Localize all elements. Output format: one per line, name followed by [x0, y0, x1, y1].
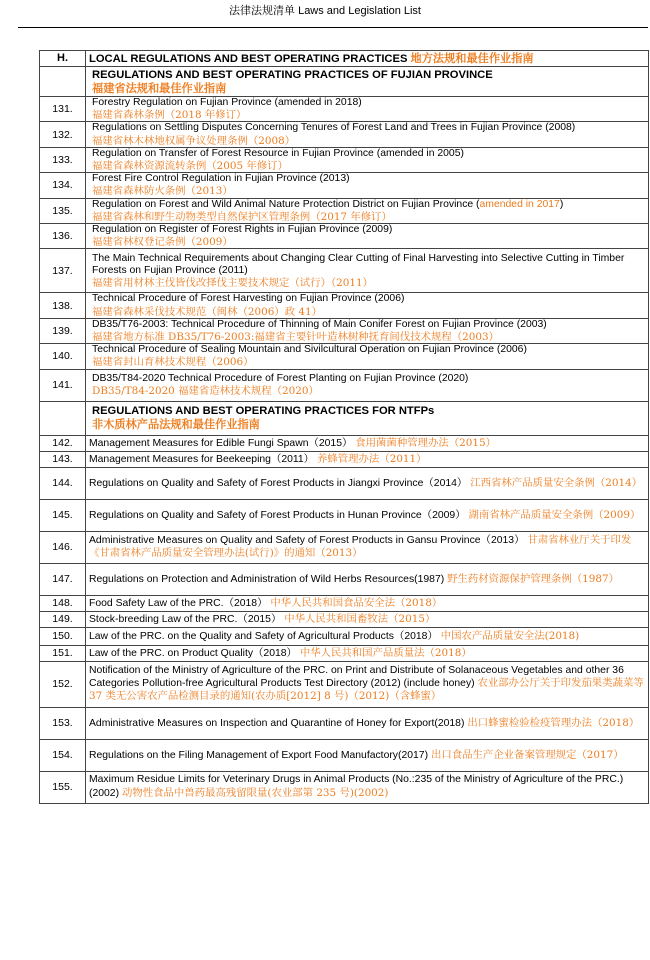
table-row	[40, 249, 649, 293]
entry-title-en-highlight: amended in 2017	[479, 198, 560, 210]
entry-title-en-text: DB35/T76-2003: Technical Procedure of Thinning of Main Conifer Forest on Fujian Province (2003)	[92, 318, 547, 330]
row-number: 143.	[40, 451, 86, 467]
row-number: 147.	[40, 563, 86, 595]
row-content	[86, 122, 649, 147]
table-row	[40, 707, 649, 739]
table-row	[40, 499, 649, 531]
section-code: H.	[40, 51, 86, 67]
entry-title-en	[89, 438, 352, 449]
entry-title-en	[92, 293, 646, 305]
table-row	[40, 369, 649, 401]
entry-title-cn: 福建省地方标准 DB35/T76-2003:福建省主要针叶造林树种抚育间伐技术规程（2003）	[92, 331, 499, 344]
row-content	[86, 318, 649, 343]
entry-title-cn: 甘肃省林业厅关于印发《甘肃省林产品质量安全管理办法(试行)》的通知（2013）	[89, 533, 632, 560]
row-number: 155.	[40, 771, 86, 803]
table-row	[40, 563, 649, 595]
row-number: 142.	[40, 435, 86, 451]
row-number: 148.	[40, 595, 86, 611]
row-content	[86, 595, 649, 611]
entry-title-en-text: Maximum Residue Limits for Veterinary Drugs in Animal Products (No.:235 of the Ministry of Agriculture of the PRC.) (2002)	[89, 774, 624, 799]
entry-title-en	[89, 614, 281, 625]
section-title-cn: 地方法规和最佳作业指南	[410, 50, 534, 65]
entry-title-en-text: Law of the PRC. on Product Quality（2018）	[89, 647, 297, 659]
row-content	[86, 499, 649, 531]
row-content	[86, 173, 649, 198]
entry-title-en-text: The Main Technical Requirements about Changing Clear Cutting of Final Harvesting into Selective Cutting in Timber Forests on Fujian Province (2011)	[92, 252, 625, 276]
entry-title-cn: 福建省用材林主伐皆伐改择伐主要技术规定（试行）（2011）	[92, 277, 374, 290]
row-content	[86, 435, 649, 451]
entry-title-en	[89, 535, 524, 546]
entry-title-cn: 农业部办公厅关于印发茄果类蔬菜等 37 类无公害农产品检测目录的通知(农办质[2012] 8 号)（2012)（含蜂蜜）	[89, 677, 644, 703]
row-content	[86, 531, 649, 563]
entry-title-en-text: Regulation on Forest and Wild Animal Nature Protection District on Fujian Province (	[92, 198, 480, 210]
entry-title-en	[89, 631, 438, 642]
row-content	[86, 707, 649, 739]
table-row	[40, 627, 649, 645]
row-content	[86, 563, 649, 595]
entry-title-en-text: Administrative Measures on Quality and Safety of Forest Products in Gansu Province（2013）	[89, 534, 525, 546]
entry-title-en-text: Food Safety Law of the PRC.（2018）	[89, 597, 268, 609]
row-number: 132.	[40, 122, 86, 147]
table-row	[40, 97, 649, 122]
section-title	[86, 51, 649, 67]
entry-title-en-text: Regulations on Quality and Safety of Forest Products in Hunan Province（2009）	[89, 509, 466, 521]
entry-title-en-text: Regulations on Settling Disputes Concerning Tenures of Forest Land and Trees in Fujian Province (2008)	[92, 122, 576, 134]
entry-title-cn: 养蜂管理办法（2011）	[316, 452, 427, 465]
entry-title-en-text: Management Measures for Beekeeping（2011）	[89, 453, 315, 465]
subsection-ntfp-cn: 非木质林产品法规和最佳作业指南	[92, 417, 260, 432]
entry-title-en	[92, 344, 646, 356]
row-number: 137.	[40, 249, 86, 293]
row-number: 131.	[40, 97, 86, 122]
subsection-fujian-title	[86, 67, 649, 97]
entry-title-en-text: Regulations on Quality and Safety of Forest Products in Jiangxi Province（2014）	[89, 477, 468, 489]
table-row	[40, 344, 649, 369]
table-row	[40, 645, 649, 661]
entry-title-cn: 福建省封山育林技术规程（2006）	[92, 356, 254, 369]
row-content	[86, 198, 649, 223]
entry-title-cn: 中国农产品质量安全法(2018)	[440, 629, 580, 642]
table-row	[40, 771, 649, 803]
entry-title-en	[92, 173, 646, 185]
table-row	[40, 122, 649, 147]
entry-title-cn: 出口蜂蜜检验检疫管理办法（2018）	[467, 716, 640, 729]
table-row	[40, 451, 649, 467]
table-row	[40, 173, 649, 198]
table-row	[40, 595, 649, 611]
row-number: 154.	[40, 739, 86, 771]
subsection-fujian-en: REGULATIONS AND BEST OPERATING PRACTICES OF FUJIAN PROVINCE	[92, 68, 493, 81]
entry-title-en	[92, 319, 646, 331]
entry-title-en	[89, 718, 464, 729]
entry-title-en	[92, 373, 646, 385]
entry-title-en-text: Stock-breeding Law of the PRC.（2015）	[89, 613, 282, 625]
row-content	[86, 645, 649, 661]
row-content	[86, 627, 649, 645]
entry-title-en-tail: )	[559, 198, 564, 210]
row-number: 133.	[40, 147, 86, 172]
entry-title-en	[92, 224, 646, 236]
entry-title-en	[89, 510, 466, 521]
entry-title-en-text: Technical Procedure of Forest Harvesting on Fujian Province (2006)	[92, 293, 405, 305]
table-row	[40, 611, 649, 627]
row-content	[86, 344, 649, 369]
table-row	[40, 661, 649, 707]
entry-title-cn: DB35/T84-2020 福建省造林技术规程（2020）	[92, 385, 319, 398]
row-number: 136.	[40, 224, 86, 249]
row-content	[86, 467, 649, 499]
entry-title-en	[92, 148, 646, 160]
entry-title-cn: 食用菌菌种管理办法（2015）	[355, 436, 497, 449]
subsection-fujian-row	[40, 67, 649, 97]
header-rule	[18, 27, 648, 28]
row-number: 141.	[40, 369, 86, 401]
table-row	[40, 293, 649, 318]
entry-title-cn: 福建省森林和野生动物类型自然保护区管理条例（2017 年修订）	[92, 210, 392, 223]
row-content	[86, 249, 649, 293]
entry-title-cn: 福建省森林采伐技术规范（闽林（2006）政 41）	[92, 305, 322, 318]
entry-title-en	[89, 750, 428, 761]
subsection-ntfp-en: REGULATIONS AND BEST OPERATING PRACTICES FOR NTFPs	[92, 405, 435, 418]
row-content	[86, 771, 649, 803]
entry-title-en	[89, 574, 444, 585]
table-row	[40, 147, 649, 172]
entry-title-en-text: Forestry Regulation on Fujian Province (amended in 2018)	[92, 97, 362, 108]
section-header-row	[40, 51, 649, 67]
entry-title-en-text: Regulations on Protection and Administration of Wild Herbs Resources(1987)	[89, 573, 445, 585]
row-number: 134.	[40, 173, 86, 198]
entry-title-en	[92, 253, 646, 277]
entry-title-en-text: Regulation on Register of Forest Rights in Fujian Province (2009)	[92, 224, 393, 236]
row-content	[86, 611, 649, 627]
entry-title-cn: 中华人民共和国产品质量法（2018）	[299, 646, 472, 659]
entry-title-cn: 中华人民共和国畜牧法（2015）	[284, 612, 436, 625]
entry-title-cn: 福建省森林资源流转条例（2005 年修订）	[92, 160, 288, 173]
row-number: 138.	[40, 293, 86, 318]
page-header-title: 法律法规清单 Laws and Legislation List	[229, 5, 421, 17]
entry-title-en-text: Regulation on Transfer of Forest Resource in Fujian Province (amended in 2005)	[92, 147, 464, 159]
row-content	[86, 369, 649, 401]
entry-title-en-text: Notification of the Ministry of Agriculture of the PRC. on Print and Distribute of Solanaceous Vegetables and other 36 Categories Pollution-free Agricultural Products Test Directory (2012) (include honey)	[89, 664, 624, 690]
row-number: 145.	[40, 499, 86, 531]
row-content	[86, 97, 649, 122]
laws-table	[39, 50, 649, 804]
entry-title-cn: 中华人民共和国食品安全法（2018）	[270, 596, 443, 609]
row-number: 153.	[40, 707, 86, 739]
empty-cell	[40, 401, 86, 435]
table-row	[40, 198, 649, 223]
row-number: 135.	[40, 198, 86, 223]
row-content	[86, 224, 649, 249]
entry-title-cn: 动物性食品中兽药最高残留限量(农业部第 235 号)(2002)	[121, 786, 389, 799]
entry-title-cn: 野生药材资源保护管理条例（1987）	[447, 572, 620, 585]
row-content	[86, 661, 649, 707]
row-number: 149.	[40, 611, 86, 627]
section-title-en: LOCAL REGULATIONS AND BEST OPERATING PRACTICES	[89, 52, 408, 65]
entry-title-cn: 出口食品生产企业备案管理规定（2017）	[430, 748, 624, 761]
row-number: 151.	[40, 645, 86, 661]
entry-title-cn: 湖南省林产品质量安全条例（2009）	[468, 508, 641, 521]
entry-title-cn: 福建省林木林地权属争议处理条例（2008）	[92, 134, 296, 147]
row-number: 144.	[40, 467, 86, 499]
row-content	[86, 451, 649, 467]
entry-title-cn: 福建省森林条例（2018 年修订）	[92, 109, 247, 122]
subsection-ntfp-row	[40, 401, 649, 435]
entry-title-en-text: Regulations on the Filing Management of Export Food Manufactory(2017)	[89, 749, 429, 761]
entry-title-en-text: Law of the PRC. on the Quality and Safety of Agricultural Products（2018）	[89, 630, 438, 642]
table-row	[40, 318, 649, 343]
entry-title-en	[89, 598, 267, 609]
entry-title-cn: 福建省林权登记条例（2009）	[92, 236, 233, 249]
table-row	[40, 435, 649, 451]
row-number: 150.	[40, 627, 86, 645]
row-number: 152.	[40, 661, 86, 707]
entry-title-en	[89, 478, 467, 489]
table-row	[40, 467, 649, 499]
entry-title-en-text: DB35/T84-2020 Technical Procedure of Forest Planting on Fujian Province (2020)	[92, 372, 469, 384]
entry-title-en-text: Forest Fire Control Regulation in Fujian Province (2013)	[92, 173, 350, 185]
table-row	[40, 739, 649, 771]
entry-title-en	[89, 454, 314, 465]
entry-title-cn: 江西省林产品质量安全条例（2014）	[470, 476, 643, 489]
row-content	[86, 147, 649, 172]
row-number: 139.	[40, 318, 86, 343]
entry-title-en	[89, 648, 297, 659]
entry-title-en	[92, 122, 646, 134]
table-row	[40, 531, 649, 563]
row-content	[86, 739, 649, 771]
subsection-fujian-cn: 福建省法规和最佳作业指南	[92, 80, 227, 95]
entry-title-en-text: Administrative Measures on Inspection and Quarantine of Honey for Export(2018)	[89, 717, 465, 729]
row-number: 146.	[40, 531, 86, 563]
entry-title-en	[92, 97, 646, 109]
table-row	[40, 224, 649, 249]
row-number: 140.	[40, 344, 86, 369]
empty-cell	[40, 67, 86, 97]
row-content	[86, 293, 649, 318]
entry-title-en	[92, 199, 646, 211]
subsection-ntfp-title	[86, 401, 649, 435]
entry-title-en-text: Technical Procedure of Sealing Mountain and Sivilcultural Operation on Fujian Province (2006)	[92, 344, 527, 356]
entry-title-en-text: Management Measures for Edible Fungi Spawn（2015）	[89, 437, 353, 449]
entry-title-cn: 福建省森林防火条例（2013）	[92, 185, 233, 198]
